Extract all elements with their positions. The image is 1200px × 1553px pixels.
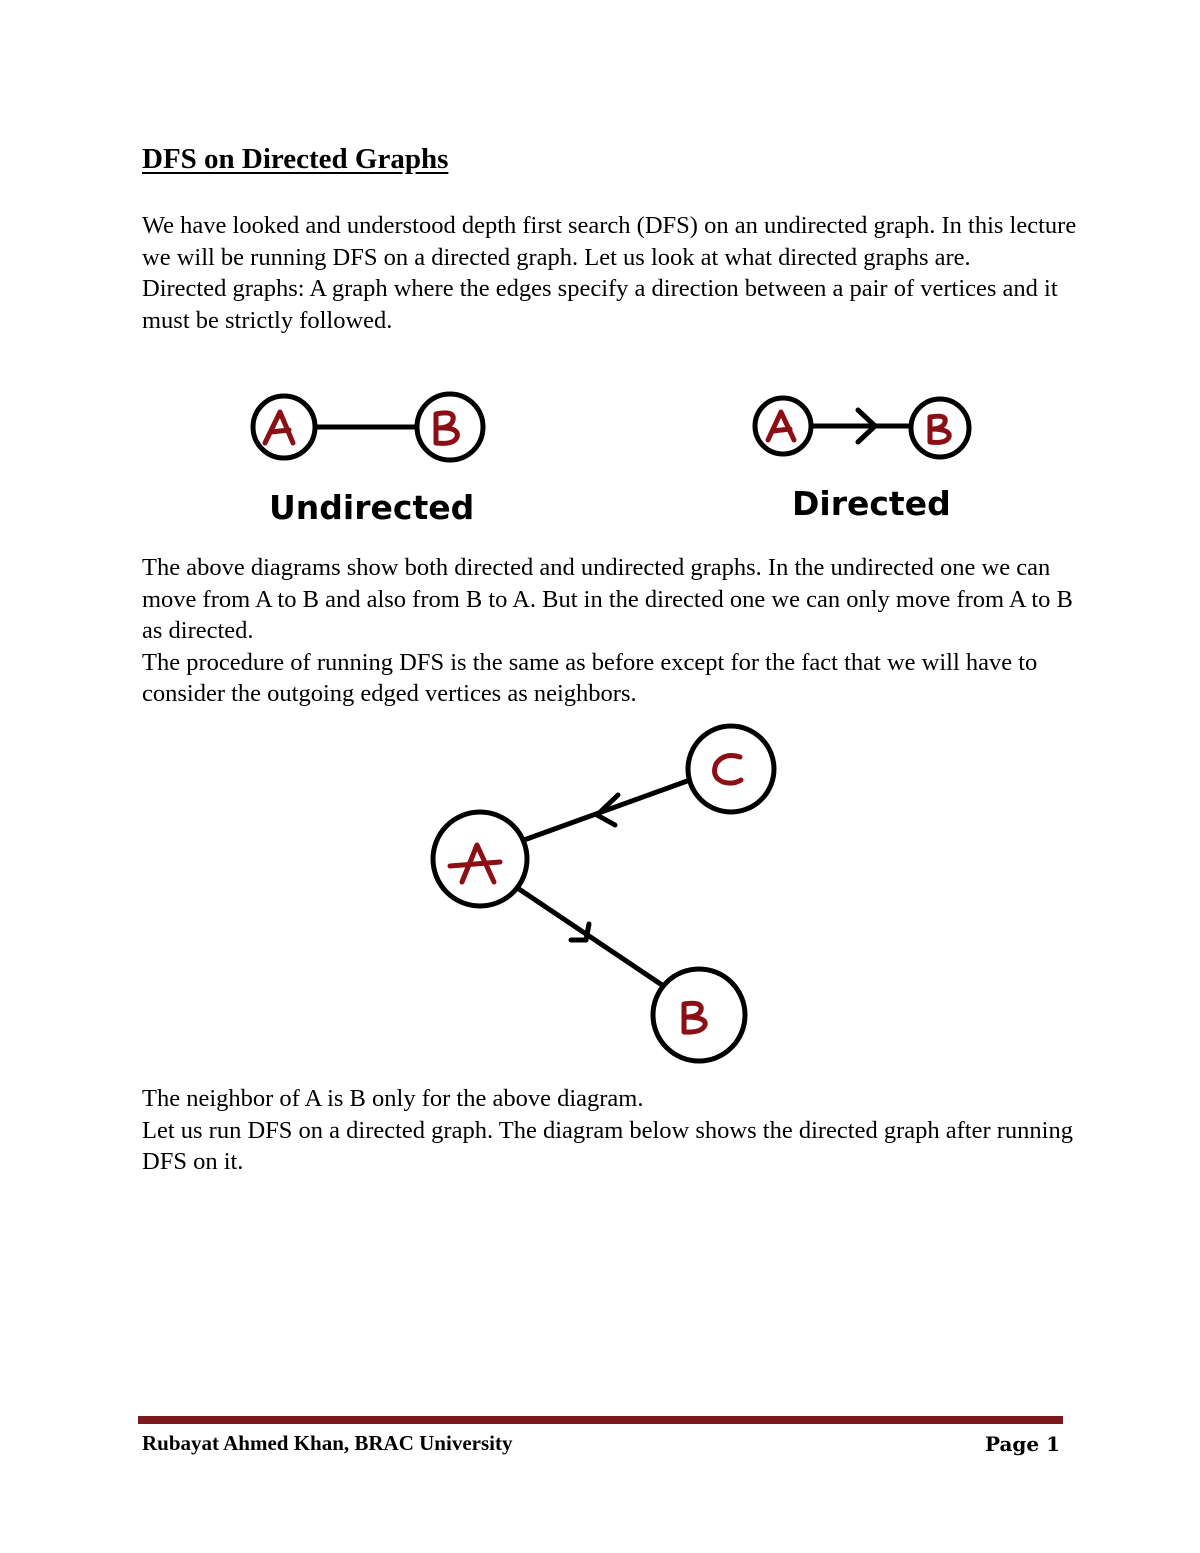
intro-paragraph: We have looked and understood depth first search (DFS) on an undirected graph. In this lecture we will be running DFS on a directed graph. Let us look at what directed graphs are. [142, 212, 1077, 271]
footer-divider [138, 1416, 1063, 1424]
undirected-graph-figure [253, 394, 483, 527]
directed-caption: Directed [792, 484, 951, 523]
node-c [688, 726, 774, 812]
dfs-run-paragraph: Let us run DFS on a directed graph. The diagram below shows the directed graph after running DFS on it. [142, 1116, 1073, 1175]
node-a [755, 398, 811, 454]
definition-paragraph: Directed graphs: A graph where the edges specify a direction between a pair of vertices and it must be strictly followed. [142, 275, 1058, 334]
neighbor-section [142, 1083, 1077, 1178]
footer-author: Rubayat Ahmed Khan, BRAC University [142, 1431, 513, 1455]
comparison-section [142, 552, 1077, 710]
undirected-caption: Undirected [269, 488, 475, 527]
directed-graph-example [433, 726, 774, 1061]
procedure-paragraph: The procedure of running DFS is the same as before except for the fact that we will have to consider the outgoing edged vertices as neighbors. [142, 648, 1038, 707]
page-number: Page 1 [984, 1432, 1060, 1456]
neighbor-paragraph: The neighbor of A is B only for the above diagram. [142, 1085, 644, 1112]
comparison-paragraph: The above diagrams show both directed and undirected graphs. In the undirected one we can move from A to B and also from B to A. But in the directed one we can only move from A to B as directed. [142, 554, 1073, 644]
edge-c-to-a [524, 780, 690, 840]
directed-graph-figure [755, 398, 969, 523]
node-a [433, 812, 527, 906]
page-title: DFS on Directed Graphs [142, 143, 449, 175]
